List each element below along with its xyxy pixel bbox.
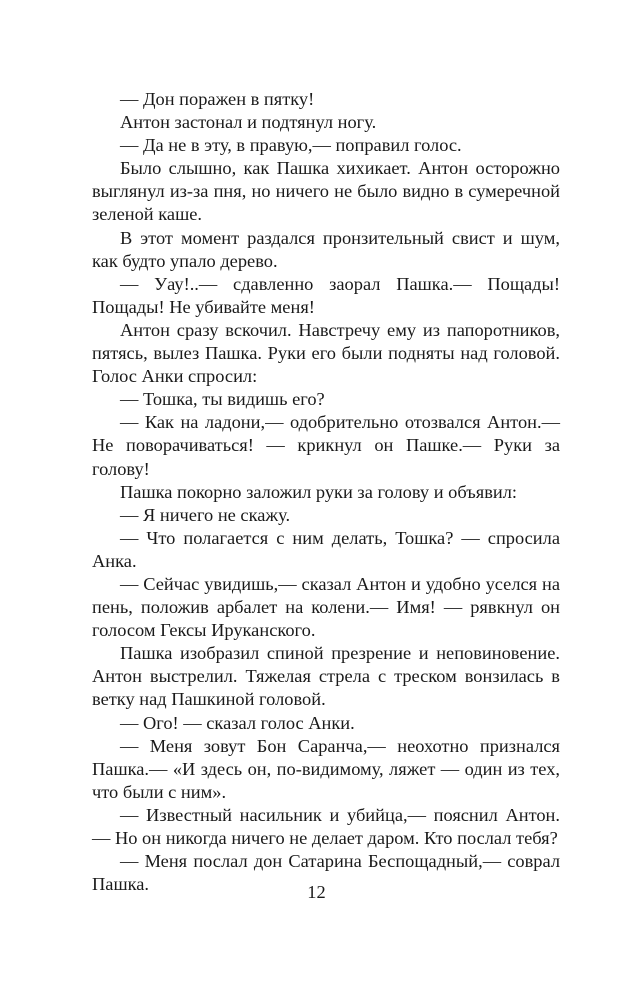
paragraph: — Меня послал дон Сатарина Беспощадный,— соврал Пашка. [92, 851, 560, 895]
paragraph: Антон сразу вскочил. Навстречу ему из папоротников, пятясь, вылез Пашка. Руки его были подняты над головой. Голос Анки спросил: [92, 319, 560, 387]
paragraph: — Как на ладони,— одобрительно отозвался Антон.— Не поворачиваться! — крикнул он Пашке.— Руки за голову! [92, 412, 560, 479]
body-text [92, 88, 560, 896]
paragraph: — Что полагается с ним делать, Тошка? — спросила Анка. [92, 527, 560, 571]
paragraph: — Меня зовут Бон Саранча,— неохотно признался Пашка.— «И здесь он, по-видимому, ляжет — один из тех, что были с ним». [92, 735, 560, 802]
paragraph: Пашка покорно заложил руки за голову и объявил: [120, 481, 518, 502]
paragraph: — Ого! — сказал голос Анки. [120, 712, 355, 733]
paragraph: — Известный насильник и убийца,— пояснил Антон.— Но он никогда ничего не делает даром. Кто послал тебя? [92, 804, 560, 848]
paragraph: Было слышно, как Пашка хихикает. Антон осторожно выглянул из-за пня, но ничего не было видно в сумеречной зеленой каше. [92, 158, 560, 225]
paragraph: — Я ничего не скажу. [120, 504, 291, 525]
paragraph: Пашка изобразил спиной презрение и неповиновение. Антон выстрелил. Тяжелая стрела с треском вонзилась в ветку над Пашкиной головой. [92, 643, 560, 710]
paragraph: — Сейчас увидишь,— сказал Антон и удобно уселся на пень, положив арбалет на колени.— Имя! — рявкнул он голосом Гексы Ируканского. [92, 573, 560, 641]
paragraph: — Тошка, ты видишь его? [120, 389, 325, 410]
paragraph: — Уау!..— сдавленно заорал Пашка.— Пощады! Пощады! Не убивайте меня! [92, 273, 560, 317]
paragraph: — Дон поражен в пятку! [120, 89, 315, 109]
page-number: 12 [307, 882, 326, 902]
paragraph: В этот момент раздался пронзительный свист и шум, как будто упало дерево. [92, 227, 560, 271]
paragraph: — Да не в эту, в правую,— поправил голос. [120, 135, 462, 156]
paragraph: Антон застонал и подтянул ногу. [120, 112, 377, 133]
